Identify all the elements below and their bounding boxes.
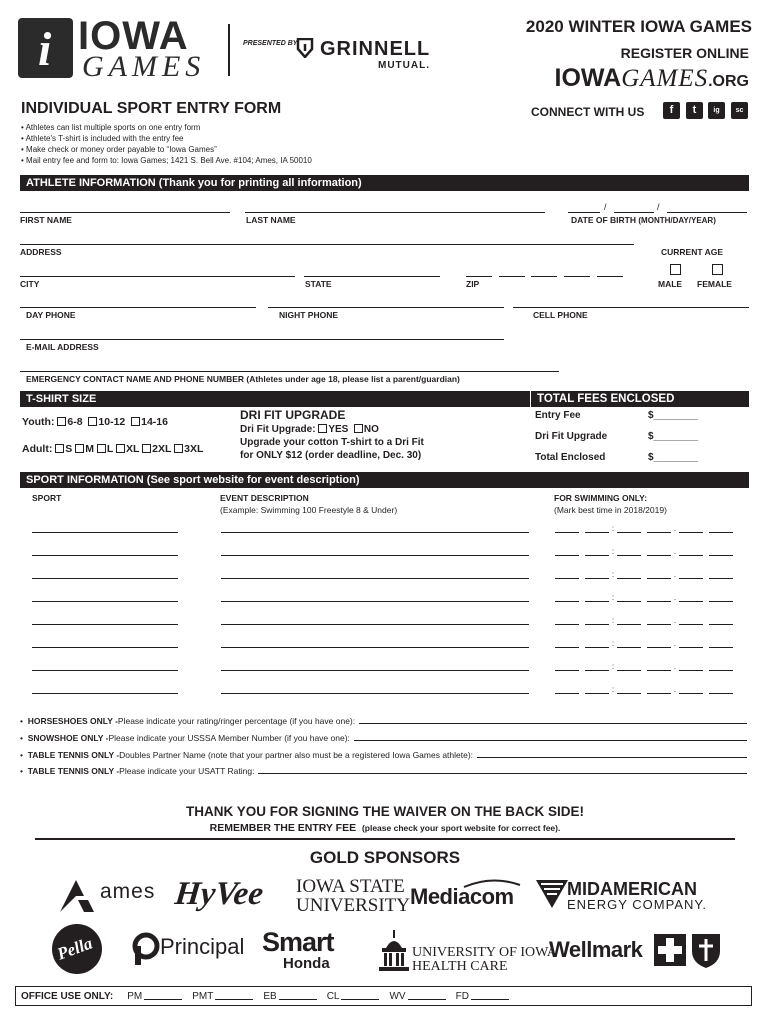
size-3xl-label: 3XL xyxy=(184,443,204,455)
event-description-field[interactable] xyxy=(221,532,529,533)
swim-col-note: (Mark best time in 2018/2019) xyxy=(554,505,667,515)
swim-colon: : xyxy=(611,616,615,625)
office-field-line xyxy=(471,999,509,1000)
zip-label: ZIP xyxy=(466,279,480,289)
instagram-icon[interactable]: ig xyxy=(708,102,725,119)
size-3xl-checkbox[interactable] xyxy=(174,444,183,453)
grinnell-shield-icon xyxy=(296,38,314,58)
office-field-line xyxy=(215,999,253,1000)
swim-digit-line xyxy=(679,670,703,671)
event-description-field[interactable] xyxy=(221,601,529,602)
swim-digit-line xyxy=(647,578,671,579)
zip-digit-field[interactable] xyxy=(466,276,492,277)
remember-note: (please check your sport website for correct fee). xyxy=(361,823,561,833)
size-2xl-label: 2XL xyxy=(152,443,172,455)
swim-digit-line xyxy=(709,693,733,694)
office-field-label: CL xyxy=(326,990,340,1002)
event-title: 2020 WINTER IOWA GAMES xyxy=(525,17,752,36)
mediacom-logo: Mediacom xyxy=(410,884,514,909)
male-label: MALE xyxy=(658,279,683,289)
youth-label: Youth: xyxy=(22,416,55,428)
swim-digit-line xyxy=(585,532,609,533)
instruction-item: • Athlete's T-shirt is included with the entry fee xyxy=(21,133,312,144)
size-14-16-checkbox[interactable] xyxy=(131,417,140,426)
note-sport: SNOWSHOE ONLY - xyxy=(27,733,109,743)
sport-field[interactable] xyxy=(32,532,178,533)
sport-field[interactable] xyxy=(32,670,178,671)
athlete-info-bar: ATHLETE INFORMATION (Thank you for printing all information) xyxy=(20,175,749,191)
note-sport: TABLE TENNIS ONLY - xyxy=(27,750,120,760)
dri-fit-label: Dri Fit Upgrade: xyxy=(240,424,316,435)
size-10-12-checkbox[interactable] xyxy=(88,417,97,426)
swim-digit-line xyxy=(617,647,641,648)
youth-sizes xyxy=(22,416,168,428)
state-field[interactable] xyxy=(304,276,440,277)
instruction-item: • Athletes can list multiple sports on one entry form xyxy=(21,122,312,133)
sport-field[interactable] xyxy=(32,624,178,625)
sport-field[interactable] xyxy=(32,578,178,579)
ames-logo-icon xyxy=(58,878,98,914)
event-description-field[interactable] xyxy=(221,647,529,648)
zip-digit-field[interactable] xyxy=(597,276,623,277)
sport-field[interactable] xyxy=(32,647,178,648)
female-checkbox[interactable] xyxy=(712,264,723,275)
swim-time-field[interactable] xyxy=(555,524,735,533)
swim-digit-line xyxy=(679,601,703,602)
pella-logo-badge xyxy=(52,924,102,974)
instructions-list xyxy=(21,122,312,166)
header-divider xyxy=(228,24,230,76)
swim-digit-line xyxy=(585,601,609,602)
dri-fit-desc-1: Upgrade your cotton T-shirt to a Dri Fit xyxy=(240,437,424,448)
swim-digit-line xyxy=(585,578,609,579)
register-online: REGISTER ONLINE xyxy=(620,45,749,61)
office-field-eb[interactable] xyxy=(263,991,316,1002)
principal-logo: Principal xyxy=(160,934,245,959)
size-m-checkbox[interactable] xyxy=(75,444,84,453)
event-description-field[interactable] xyxy=(221,670,529,671)
dob-month-field[interactable] xyxy=(568,212,600,213)
swim-time-field[interactable] xyxy=(555,547,735,556)
dri-fit-desc-2: for ONLY $12 (order deadline, Dec. 30) xyxy=(240,450,422,461)
email-label: E-MAIL ADDRESS xyxy=(26,342,99,352)
emergency-contact-field[interactable] xyxy=(20,371,559,372)
table-tennis-rating-field[interactable] xyxy=(258,773,747,774)
swim-time-field[interactable] xyxy=(555,616,735,625)
swim-digit-line xyxy=(709,555,733,556)
entry-fee-label: Entry Fee xyxy=(535,410,581,421)
swim-col-header: FOR SWIMMING ONLY: xyxy=(554,493,648,503)
horseshoes-rating-field[interactable] xyxy=(359,723,747,724)
note-sport: HORSESHOES ONLY - xyxy=(27,716,118,726)
total-enclosed-amount[interactable]: $________ xyxy=(648,452,699,463)
swim-dot: . xyxy=(673,685,677,694)
swim-colon: : xyxy=(611,570,615,579)
sport-col-header: SPORT xyxy=(32,493,62,503)
zip-digit-field[interactable] xyxy=(531,276,557,277)
office-field-pmt[interactable] xyxy=(192,991,253,1002)
entry-fee-amount[interactable]: $________ xyxy=(648,410,699,421)
swim-digit-line xyxy=(555,532,579,533)
swim-digit-line xyxy=(585,670,609,671)
url-iowa: IOWA xyxy=(554,64,622,92)
sport-info-bar: SPORT INFORMATION (See sport website for event description) xyxy=(20,472,749,488)
size-s-checkbox[interactable] xyxy=(55,444,64,453)
size-6-8-label: 6-8 xyxy=(67,416,83,428)
office-field-line xyxy=(408,999,446,1000)
male-checkbox[interactable] xyxy=(670,264,681,275)
last-name-label: LAST NAME xyxy=(246,215,296,225)
swim-dot: . xyxy=(673,547,677,556)
swim-digit-line xyxy=(585,693,609,694)
size-s-label: S xyxy=(65,443,73,455)
swim-dot: . xyxy=(673,570,677,579)
dob-sep: / xyxy=(604,202,607,212)
event-description-field[interactable] xyxy=(221,578,529,579)
swim-digit-line xyxy=(617,532,641,533)
event-description-field[interactable] xyxy=(221,555,529,556)
website-url xyxy=(555,64,749,93)
swim-colon: : xyxy=(611,639,615,648)
swim-digit-line xyxy=(617,670,641,671)
swim-digit-line xyxy=(555,670,579,671)
iowa-games-logo-mark xyxy=(18,18,73,78)
note-text: Doubles Partner Name (note that your partner also must be a registered Iowa Games athlete): xyxy=(119,750,474,760)
size-xl-label: XL xyxy=(126,443,140,455)
swim-time-field[interactable] xyxy=(555,570,735,579)
grinnell-mutual: MUTUAL. xyxy=(378,60,430,71)
size-l-checkbox[interactable] xyxy=(97,444,106,453)
swim-digit-line xyxy=(647,670,671,671)
swim-colon: : xyxy=(611,524,615,533)
office-field-label: EB xyxy=(263,990,277,1002)
city-field[interactable] xyxy=(20,276,295,277)
swim-colon: : xyxy=(611,593,615,602)
total-fees-bar: TOTAL FEES ENCLOSED xyxy=(531,391,749,407)
last-name-field[interactable] xyxy=(245,212,545,213)
office-field-line xyxy=(144,999,182,1000)
email-field[interactable] xyxy=(20,339,504,340)
swim-colon: : xyxy=(611,685,615,694)
ames-logo: ames xyxy=(100,880,156,903)
note-text: Please indicate your USATT Rating: xyxy=(119,766,255,776)
mediacom-swoosh-icon xyxy=(462,878,522,888)
swim-digit-line xyxy=(709,647,733,648)
total-enclosed-label: Total Enclosed xyxy=(535,452,606,463)
dob-day-field[interactable] xyxy=(614,212,654,213)
uiowa-line-2: HEALTH CARE xyxy=(412,959,508,974)
zip-digit-field[interactable] xyxy=(564,276,590,277)
swim-dot: . xyxy=(673,662,677,671)
swim-digit-line xyxy=(679,555,703,556)
sport-field[interactable] xyxy=(32,693,178,694)
midamerican-logo-icon xyxy=(536,880,568,908)
adult-label: Adult: xyxy=(22,443,53,455)
isu-line-2: UNIVERSITY xyxy=(296,895,410,916)
swim-digit-line xyxy=(617,693,641,694)
connect-with-us: CONNECT WITH US xyxy=(531,105,645,119)
remember-text: REMEMBER THE ENTRY FEE xyxy=(209,822,357,834)
day-phone-field[interactable] xyxy=(20,307,256,308)
blue-cross-icon xyxy=(654,934,686,966)
swim-digit-line xyxy=(585,624,609,625)
office-field-label: FD xyxy=(455,990,469,1002)
swim-digit-line xyxy=(555,647,579,648)
uiowa-capitol-icon xyxy=(378,930,410,972)
cross-horizontal xyxy=(658,946,682,954)
office-field-wv[interactable] xyxy=(389,991,445,1002)
adult-sizes xyxy=(22,443,203,455)
swim-dot: . xyxy=(673,524,677,533)
size-14-16-label: 14-16 xyxy=(141,416,168,428)
event-col-header: EVENT DESCRIPTION xyxy=(220,493,309,503)
snowshoe-member-field[interactable] xyxy=(354,740,747,741)
instruction-item: • Mail entry fee and form to: Iowa Games; 1421 S. Bell Ave. #104; Ames, IA 50010 xyxy=(21,155,312,166)
size-10-12-label: 10-12 xyxy=(98,416,126,428)
swim-time-field[interactable] xyxy=(555,685,735,694)
swim-digit-line xyxy=(647,532,671,533)
size-2xl-checkbox[interactable] xyxy=(142,444,151,453)
smart-honda-logo: Smart xyxy=(262,927,334,957)
smart-honda-sub: Honda xyxy=(283,955,330,972)
swim-dot: . xyxy=(673,639,677,648)
swim-digit-line xyxy=(617,601,641,602)
swim-digit-line xyxy=(617,624,641,625)
form-title: INDIVIDUAL SPORT ENTRY FORM xyxy=(21,100,282,117)
dob-label xyxy=(571,215,716,225)
twitter-icon[interactable]: t xyxy=(686,102,703,119)
swim-digit-line xyxy=(555,601,579,602)
swim-digit-line xyxy=(647,601,671,602)
grinnell-name: GRINNELL xyxy=(320,38,431,60)
swim-digit-line xyxy=(585,555,609,556)
dob-year-field[interactable] xyxy=(667,212,747,213)
dri-fit-fee-amount[interactable]: $________ xyxy=(648,431,699,442)
swim-time-field[interactable] xyxy=(555,662,735,671)
current-age-label: CURRENT AGE xyxy=(661,247,724,257)
dri-fit-no-label: NO xyxy=(363,424,379,435)
state-label: STATE xyxy=(305,279,332,289)
sport-field[interactable] xyxy=(32,601,178,602)
swim-digit-line xyxy=(679,578,703,579)
size-m-label: M xyxy=(85,443,94,455)
swim-digit-line xyxy=(679,532,703,533)
event-description-field[interactable] xyxy=(221,693,529,694)
note-text: Please indicate your USSSA Member Number (if you have one): xyxy=(108,733,350,743)
dob-sep: / xyxy=(657,202,660,212)
female-label: FEMALE xyxy=(697,279,732,289)
swim-digit-line xyxy=(709,578,733,579)
dob-format: (MONTH/DAY/YEAR) xyxy=(638,216,716,225)
office-field-label: PM xyxy=(127,990,143,1002)
midamerican-name: MIDAMERICAN xyxy=(567,879,697,899)
zip-digit-field[interactable] xyxy=(499,276,525,277)
facebook-icon[interactable]: f xyxy=(663,102,680,119)
swim-digit-line xyxy=(647,693,671,694)
swim-digit-line xyxy=(647,555,671,556)
swim-digit-line xyxy=(617,578,641,579)
table-tennis-partner-note: • TABLE TENNIS ONLY - Doubles Partner Name (note that your partner also must be a registered Iowa Games athlete): xyxy=(20,750,747,760)
size-xl-checkbox[interactable] xyxy=(116,444,125,453)
blue-shield-icon xyxy=(690,931,722,969)
dri-fit-yes-label: YES xyxy=(328,424,349,435)
uiowa-line-1: UNIVERSITY OF IOWA xyxy=(412,945,557,960)
gold-sponsors-title: GOLD SPONSORS xyxy=(309,848,461,867)
swim-digit-line xyxy=(709,532,733,533)
swim-digit-line xyxy=(555,578,579,579)
office-field-line xyxy=(341,999,379,1000)
swim-digit-line xyxy=(709,670,733,671)
first-name-label: FIRST NAME xyxy=(20,215,72,225)
night-phone-field[interactable] xyxy=(268,307,504,308)
dri-fit-no-checkbox[interactable] xyxy=(354,424,363,433)
table-tennis-rating-note: • TABLE TENNIS ONLY - Please indicate your USATT Rating: xyxy=(20,766,747,776)
horseshoes-note: • HORSESHOES ONLY - Please indicate your rating/ringer percentage (if you have one): xyxy=(20,716,747,726)
office-field-label: WV xyxy=(389,990,406,1002)
office-use-label: OFFICE USE ONLY: xyxy=(21,990,114,1002)
swim-digit-line xyxy=(555,693,579,694)
url-tld: .ORG xyxy=(708,73,749,90)
swim-digit-line xyxy=(617,555,641,556)
swim-dot: . xyxy=(673,593,677,602)
note-sport: TABLE TENNIS ONLY - xyxy=(27,766,120,776)
cell-phone-label: CELL PHONE xyxy=(533,310,588,320)
cell-phone-field[interactable] xyxy=(513,307,749,308)
swim-digit-line xyxy=(679,647,703,648)
office-field-pm[interactable] xyxy=(127,991,182,1002)
city-label: CITY xyxy=(20,279,40,289)
hyvee-logo: HyVee xyxy=(173,876,265,912)
swim-digit-line xyxy=(679,693,703,694)
sport-field[interactable] xyxy=(32,555,178,556)
dri-fit-fee-label: Dri Fit Upgrade xyxy=(535,431,608,442)
snapchat-icon[interactable]: sc xyxy=(731,102,748,119)
url-games: GAMES xyxy=(621,65,709,92)
dri-fit-yes-checkbox[interactable] xyxy=(318,424,327,433)
isu-line-1: IOWA STATE xyxy=(296,876,405,897)
logo-i-glyph: i xyxy=(38,23,52,76)
swim-digit-line xyxy=(647,647,671,648)
event-col-example: (Example: Swimming 100 Freestyle 8 & Under) xyxy=(220,505,398,515)
note-text: Please indicate your rating/ringer percentage (if you have one): xyxy=(117,716,356,726)
entry-fee-reminder xyxy=(0,822,770,834)
principal-logo-icon xyxy=(132,932,160,966)
office-use-strip xyxy=(15,986,752,1006)
swim-digit-line xyxy=(647,624,671,625)
waiver-reminder: THANK YOU FOR SIGNING THE WAIVER ON THE BACK SIDE! xyxy=(185,804,585,819)
swim-digit-line xyxy=(679,624,703,625)
swim-digit-line xyxy=(709,624,733,625)
pella-logo: Pella xyxy=(54,933,95,964)
office-field-fd[interactable] xyxy=(456,991,509,1002)
office-field-cl[interactable] xyxy=(327,991,380,1002)
office-field-label: PMT xyxy=(192,990,214,1002)
presented-by: PRESENTED BY xyxy=(243,40,298,47)
midamerican-sub: ENERGY COMPANY. xyxy=(567,897,707,912)
isu-logo xyxy=(296,877,410,915)
size-l-label: L xyxy=(106,443,114,455)
swim-digit-line xyxy=(555,624,579,625)
dri-fit-title: DRI FIT UPGRADE xyxy=(240,408,346,422)
swim-digit-line xyxy=(555,555,579,556)
swim-digit-line xyxy=(585,647,609,648)
swim-dot: . xyxy=(673,616,677,625)
instruction-item: • Make check or money order payable to “Iowa Games” xyxy=(21,144,312,155)
night-phone-label: NIGHT PHONE xyxy=(279,310,339,320)
swim-digit-line xyxy=(709,601,733,602)
swim-time-field[interactable] xyxy=(555,593,735,602)
address-field[interactable] xyxy=(20,244,634,245)
swim-colon: : xyxy=(611,662,615,671)
emergency-contact-label: EMERGENCY CONTACT NAME AND PHONE NUMBER (Athletes under age 18, please list a parent/guardian) xyxy=(26,374,460,384)
dri-fit-upgrade-choice xyxy=(240,423,379,436)
snowshoe-note: • SNOWSHOE ONLY - Please indicate your USSSA Member Number (if you have one): xyxy=(20,733,747,743)
table-tennis-partner-field[interactable] xyxy=(477,757,747,758)
tshirt-size-bar: T-SHIRT SIZE xyxy=(20,391,530,407)
size-6-8-checkbox[interactable] xyxy=(57,417,66,426)
logo-iowa-text: IOWA xyxy=(78,14,189,58)
divider xyxy=(35,838,735,840)
day-phone-label: DAY PHONE xyxy=(26,310,76,320)
address-label: ADDRESS xyxy=(20,247,62,257)
first-name-field[interactable] xyxy=(20,212,230,213)
event-description-field[interactable] xyxy=(221,624,529,625)
swim-time-field[interactable] xyxy=(555,639,735,648)
office-field-line xyxy=(279,999,317,1000)
dob-label-text: DATE OF BIRTH xyxy=(571,215,637,225)
wellmark-logo: Wellmark xyxy=(549,937,643,962)
swim-colon: : xyxy=(611,547,615,556)
logo-games-text: GAMES xyxy=(82,50,206,83)
